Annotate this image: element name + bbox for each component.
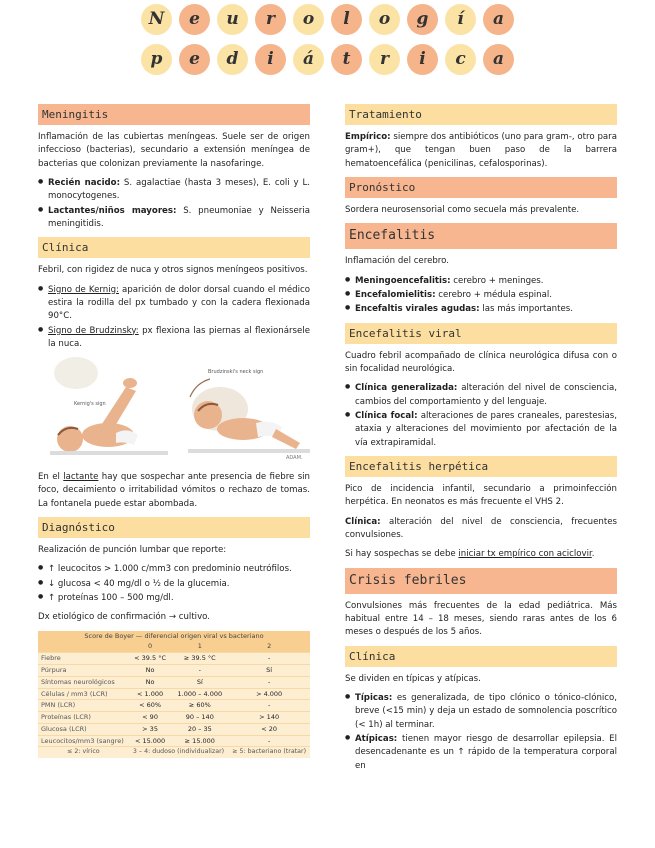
- table-cell: Sí: [228, 665, 310, 677]
- list-item: ● Encefaltis virales agudas: las más importantes.: [345, 303, 617, 316]
- list-item: ● Típicas: es generalizada, de tipo clónico o tónico-clónico, breve (<15 min) y deja un estado de somnolencia poscrítico (< 1h) al terminar.: [345, 692, 617, 732]
- title-letter: r: [369, 44, 400, 75]
- title-letter: g: [407, 4, 438, 35]
- table-cell: -: [228, 653, 310, 665]
- title-letter: e: [179, 44, 210, 75]
- table-row-label: Células / mm3 (LCR): [38, 688, 129, 700]
- table-header: 0: [129, 641, 172, 652]
- table-row-label: Fiebre: [38, 653, 129, 665]
- title-row-2: [0, 44, 655, 75]
- lactante-paragraph: En el lactante hay que sospechar ante presencia de fiebre sin foco, decaimiento o irritabilidad vómitos o rechazo de tomas. La fontanela puede estar abombada.: [38, 472, 311, 509]
- title-letter: á: [293, 44, 324, 75]
- table-cell: 20 – 35: [171, 723, 228, 735]
- title-letter: o: [369, 4, 400, 35]
- diagnostico-list: [38, 563, 310, 605]
- table-cell: -: [228, 735, 310, 747]
- title-letter: a: [483, 4, 514, 35]
- table-row-label: Proteínas (LCR): [38, 712, 129, 724]
- table-cell: No: [129, 665, 172, 677]
- table-footer: 3 – 4: dudoso (individualizar): [129, 747, 228, 758]
- list-item: ● ↓ glucosa < 40 mg/dl o ½ de la glucemia.: [38, 578, 310, 591]
- clinica-list: [38, 284, 310, 352]
- herpetica-sospecha: Si hay sospechas se debe iniciar tx empírico con aciclovir.: [345, 549, 595, 560]
- title-letter: t: [331, 44, 362, 75]
- clinica-crisis-intro: Se dividen en típicas y atípicas.: [345, 673, 481, 684]
- table-cell: < 15.000: [129, 735, 172, 747]
- list-item: ● Recién nacido: S. agalactiae (hasta 3 meses), E. coli y L. monocytogenes.: [38, 177, 310, 204]
- boyer-score-table: [38, 631, 310, 758]
- table-cell: < 20: [228, 723, 310, 735]
- right-column: [345, 104, 617, 779]
- title-row-1: [0, 4, 655, 35]
- tratamiento-header: Tratamiento: [345, 104, 617, 125]
- pronostico-header: Pronóstico: [345, 177, 617, 198]
- title-letter: c: [445, 44, 476, 75]
- table-header: 2: [228, 641, 310, 652]
- image-credit: ADAM.: [286, 455, 303, 462]
- table-row: [38, 712, 310, 724]
- meningitis-list: [38, 177, 310, 231]
- table-row-label: Púrpura: [38, 665, 129, 677]
- list-item: ● ↑ leucocitos > 1.000 c/mm3 con predominio neutrófilos.: [38, 563, 310, 576]
- encefalitis-viral-header: Encefalitis viral: [345, 323, 617, 344]
- encefalitis-header: Encefalitis: [345, 223, 617, 249]
- pronostico-text: Sordera neurosensorial como secuela más prevalente.: [345, 205, 580, 216]
- table-row-label: Síntomas neurológicos: [38, 676, 129, 688]
- table-cell: ≥ 39.5 °C: [171, 653, 228, 665]
- title-letter: r: [255, 4, 286, 35]
- table-cell: Sí: [171, 676, 228, 688]
- table-cell: -: [171, 665, 228, 677]
- title-letter: o: [293, 4, 324, 35]
- clinica-intro: Febril, con rigidez de nuca y otros signos meníngeos positivos.: [38, 265, 308, 276]
- kernig-label: Kernig's sign: [74, 401, 106, 408]
- herpetica-intro: Pico de incidencia infantil, secundario a primoinfección herpética. En neonatos es más frecuente el VHS 2.: [345, 484, 617, 508]
- table-cell: -: [228, 676, 310, 688]
- table-row-label: Glucosa (LCR): [38, 723, 129, 735]
- table-caption: Score de Boyer — diferencial origen viral vs bacteriano: [38, 631, 310, 642]
- table-cell: < 60%: [129, 700, 172, 712]
- meningitis-intro: Inflamación de las cubiertas meníngeas. Suele ser de origen infeccioso (bacterias), secundario a extensión meníngea de bacterias que colonizan previamente la nasofaringe.: [38, 132, 310, 169]
- table-row: [38, 653, 310, 665]
- table-cell: > 140: [228, 712, 310, 724]
- clinica-crisis-list: [345, 692, 617, 773]
- encefalitis-intro: Inflamación del cerebro.: [345, 256, 449, 267]
- encefalitis-list: [345, 275, 617, 317]
- brudzinski-label: Brudzinski's neck sign: [208, 369, 264, 376]
- list-item: ● Signo de Brudzinsky: px flexiona las piernas al flexionársele la nuca.: [38, 325, 310, 352]
- title-letter: l: [331, 4, 362, 35]
- list-item: ● Clínica generalizada: alteración del nivel de consciencia, cambios del comportamiento y del lenguaje.: [345, 382, 617, 409]
- list-item: ● Meningoencefalitis: cerebro + meninges.: [345, 275, 617, 288]
- title-letter: í: [445, 4, 476, 35]
- table-cell: < 90: [129, 712, 172, 724]
- meningeal-signs-illustration: [38, 357, 310, 463]
- table-cell: > 35: [129, 723, 172, 735]
- herpetica-clinica: Clínica: alteración del nivel de consciencia, frecuentes convulsiones.: [345, 516, 617, 540]
- left-column: [38, 104, 310, 758]
- table-cell: > 4.000: [228, 688, 310, 700]
- table-footer: ≤ 2: vírico: [38, 747, 129, 758]
- table-row: [38, 688, 310, 700]
- encefalitis-herpetica-header: Encefalitis herpética: [345, 456, 617, 477]
- table-cell: < 1.000: [129, 688, 172, 700]
- table-row: [38, 723, 310, 735]
- title-letter: p: [141, 44, 172, 75]
- table-cell: -: [228, 700, 310, 712]
- table-row: [38, 700, 310, 712]
- table-row-label: Leucocitos/mm3 (sangre): [38, 735, 129, 747]
- table-cell: No: [129, 676, 172, 688]
- list-item: ● Clínica focal: alteraciones de pares craneales, parestesias, ataxia y alteraciones del movimiento por afectación de la vía extrapiramidal.: [345, 410, 617, 450]
- title-letter: a: [483, 44, 514, 75]
- clinica-header: Clínica: [38, 237, 310, 258]
- clinica-crisis-header: Clínica: [345, 646, 617, 667]
- table-cell: ≥ 60%: [171, 700, 228, 712]
- table-row: [38, 735, 310, 747]
- table-footer: ≥ 5: bacteriano (tratar): [228, 747, 310, 758]
- table-cell: < 39.5 °C: [129, 653, 172, 665]
- table-header-empty: [38, 641, 129, 652]
- list-item: ● Signo de Kernig: aparición de dolor dorsal cuando el médico estira la rodilla del px tumbado y con la cadera flexionada 90°C.: [38, 284, 310, 324]
- title-letter: e: [179, 4, 210, 35]
- tratamiento-text: Empírico: siempre dos antibióticos (uno para gram-, otro para gram+), que tengan buen paso de la barrera hematoencefálica (penicilinas, cefalosporinas).: [345, 132, 617, 169]
- table-row: [38, 676, 310, 688]
- diagnostico-intro: Realización de punción lumbar que reporte:: [38, 545, 227, 556]
- table-row: [38, 665, 310, 677]
- meningitis-header: Meningitis: [38, 104, 310, 125]
- encefalitis-viral-intro: Cuadro febril acompañado de clínica neurológica difusa con o sin focalidad neurológica.: [345, 350, 617, 375]
- etiologico-text: Dx etiológico de confirmación → cultivo.: [38, 612, 210, 623]
- crisis-intro: Convulsiones más frecuentes de la edad pediátrica. Más habitual entre 14 – 18 meses, siendo raras antes de los 6 meses o después de los 5 años.: [345, 600, 617, 638]
- table-cell: ≥ 15.000: [171, 735, 228, 747]
- crisis-febriles-header: Crisis febriles: [345, 568, 617, 594]
- list-item: ● Encefalomielitis: cerebro + médula espinal.: [345, 289, 617, 302]
- diagnostico-header: Diagnóstico: [38, 517, 310, 538]
- table-cell: 1.000 – 4.000: [171, 688, 228, 700]
- title-letter: i: [407, 44, 438, 75]
- list-item: ● Lactantes/niños mayores: S. pneumoniae y Neisseria meningitidis.: [38, 205, 310, 232]
- list-item: ● ↑ proteínas 100 – 500 mg/dl.: [38, 592, 310, 605]
- encefalitis-viral-list: [345, 382, 617, 450]
- title-letter: u: [217, 4, 248, 35]
- title-letter: d: [217, 44, 248, 75]
- table-cell: 90 – 140: [171, 712, 228, 724]
- list-item: ● Atípicas: tienen mayor riesgo de desarrollar epilepsia. El desencadenante es un ↑ rápido de la temperatura corporal en: [345, 733, 617, 773]
- table-header: 1: [171, 641, 228, 652]
- table-row-label: PMN (LCR): [38, 700, 129, 712]
- title-letter: i: [255, 44, 286, 75]
- title-letter: N: [141, 4, 172, 35]
